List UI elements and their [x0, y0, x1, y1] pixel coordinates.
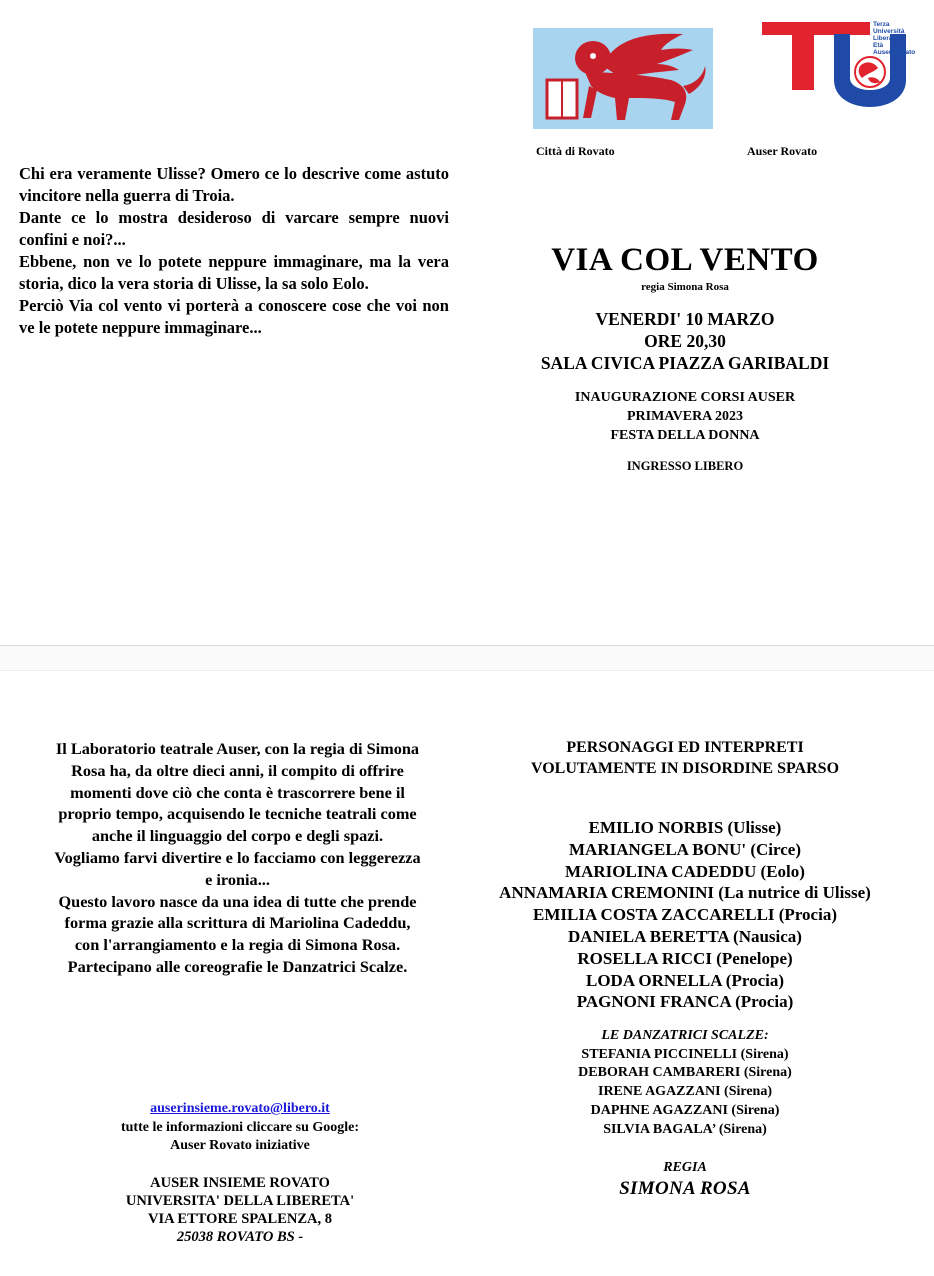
dancer-item: DEBORAH CAMBARERI (Sirena)	[578, 1065, 792, 1081]
event-date-block	[470, 308, 900, 374]
lab-line: e ironia...	[205, 869, 270, 889]
actors-list	[470, 817, 900, 1013]
org-street: VIA ETTORE SPALENZA, 8	[148, 1210, 332, 1227]
actor-item: ROSELLA RICCI (Penelope)	[577, 948, 793, 968]
inauguration-line: FESTA DELLA DONNA	[610, 428, 760, 443]
org-name: AUSER INSIEME ROVATO	[150, 1174, 330, 1191]
tu-text-line: Età	[873, 42, 884, 49]
actor-item: EMILIO NORBIS (Ulisse)	[588, 818, 782, 837]
lab-line: proprio tempo, acquisendo le tecniche teatrali come	[58, 804, 417, 824]
cast-heading	[470, 737, 900, 779]
event-venue: SALA CIVICA PIAZZA GARIBALDI	[540, 353, 830, 373]
lab-line: Rosa ha, da oltre dieci anni, il compito di offrire	[71, 760, 404, 780]
tu-university-icon	[762, 20, 916, 112]
citta-di-rovato-logo	[533, 28, 713, 129]
cast-heading-line: PERSONAGGI ED INTERPRETI	[566, 739, 804, 756]
event-date: VENERDI' 10 MARZO	[595, 309, 775, 329]
inauguration-line: INAUGURAZIONE CORSI AUSER	[574, 390, 796, 405]
winged-lion-icon	[533, 28, 713, 129]
actor-item: PAGNONI FRANCA (Procia)	[576, 992, 794, 1012]
cast-heading-line: VOLUTAMENTE IN DISORDINE SPARSO	[530, 760, 840, 777]
inauguration-line: PRIMAVERA 2023	[626, 409, 744, 424]
dancers-list	[470, 1046, 900, 1140]
intro-paragraph: Ebbene, non ve lo potete neppure immaginare, ma la vera storia, dico la vera storia di Ulisse, la sa solo Eolo.	[19, 252, 449, 293]
actor-item: MARIANGELA BONU' (Circe)	[569, 839, 801, 859]
lab-line: Il Laboratorio teatrale Auser, con la regia di Simona	[55, 739, 420, 758]
lab-line: anche il linguaggio del corpo e degli spazi.	[91, 826, 384, 846]
lab-line: Questo lavoro nasce da una idea di tutte che prende	[58, 891, 417, 911]
actor-item: ANNAMARIA CREMONINI (La nutrice di Ulisse)	[499, 883, 871, 903]
contact-block	[60, 1100, 420, 1246]
info-line: Auser Rovato iniziative	[170, 1138, 310, 1153]
auser-rovato-logo	[762, 20, 916, 112]
info-line: tutte le informazioni cliccare su Google:	[120, 1119, 360, 1135]
dancer-item: STEFANIA PICCINELLI (Sirena)	[581, 1046, 789, 1062]
org-city: 25038 ROVATO BS -	[176, 1228, 304, 1245]
lab-description	[15, 738, 460, 978]
event-title: VIA COL VENTO	[551, 242, 819, 278]
actor-item: DANIELA BERETTA (Nausica)	[568, 926, 802, 946]
dancer-item: IRENE AGAZZANI (Sirena)	[598, 1084, 772, 1100]
actor-item: LODA ORNELLA (Procia)	[585, 970, 785, 990]
event-time: ORE 20,30	[644, 331, 726, 351]
tu-text-line: Università	[873, 28, 905, 35]
dancer-item: SILVIA BAGALA’ (Sirena)	[603, 1121, 767, 1137]
lab-line: con l'arrangiamento e la regia di Simona Rosa.	[74, 935, 401, 955]
intro-paragraph: Perciò Via col vento vi porterà a conoscere cose che voi non ve le potete neppure immaginare...	[19, 296, 449, 337]
dancers-heading: LE DANZATRICI SCALZE:	[601, 1028, 769, 1044]
lab-line: forma grazie alla scrittura di Mariolina Cadeddu,	[64, 913, 411, 933]
intro-paragraph: Dante ce lo mostra desideroso di varcare sempre nuovi confini e noi?...	[19, 208, 449, 249]
email-link[interactable]: auserinsieme.rovato@libero.it	[150, 1101, 330, 1116]
actor-item: MARIOLINA CADEDDU (Eolo)	[565, 861, 805, 881]
citta-di-rovato-caption: Città di Rovato	[536, 144, 615, 158]
tu-text-line: Libera	[873, 35, 893, 42]
org-subtitle: UNIVERSITA' DELLA LIBERETA'	[125, 1192, 355, 1209]
dancer-item: DAPHNE AGAZZANI (Sirena)	[590, 1103, 780, 1119]
page-divider	[0, 645, 934, 671]
address-block	[60, 1174, 420, 1246]
lab-line: Partecipano alle coreografie le Danzatrici Scalze.	[67, 956, 408, 976]
cast-section	[470, 737, 900, 1200]
inauguration-block	[470, 388, 900, 445]
tu-text-line: Terza	[873, 21, 890, 28]
auser-rovato-caption: Auser Rovato	[747, 144, 818, 158]
event-subtitle: regia Simona Rosa	[641, 281, 729, 293]
intro-text	[19, 163, 449, 339]
director-name: SIMONA ROSA	[619, 1177, 751, 1199]
tu-text-line: Auser Rovato	[873, 49, 916, 56]
actor-item: EMILIA COSTA ZACCARELLI (Procia)	[533, 905, 837, 925]
director-label: REGIA	[663, 1159, 707, 1175]
event-info	[470, 240, 900, 474]
intro-paragraph: Chi era veramente Ulisse? Omero ce lo descrive come astuto vincitore nella guerra di Troia.	[19, 164, 449, 205]
lab-line: Vogliamo farvi divertire e lo facciamo con leggerezza	[54, 847, 421, 867]
entry-note: INGRESSO LIBERO	[626, 459, 744, 473]
lab-line: momenti dove ciò che conta è trascorrere bene il	[70, 782, 405, 802]
